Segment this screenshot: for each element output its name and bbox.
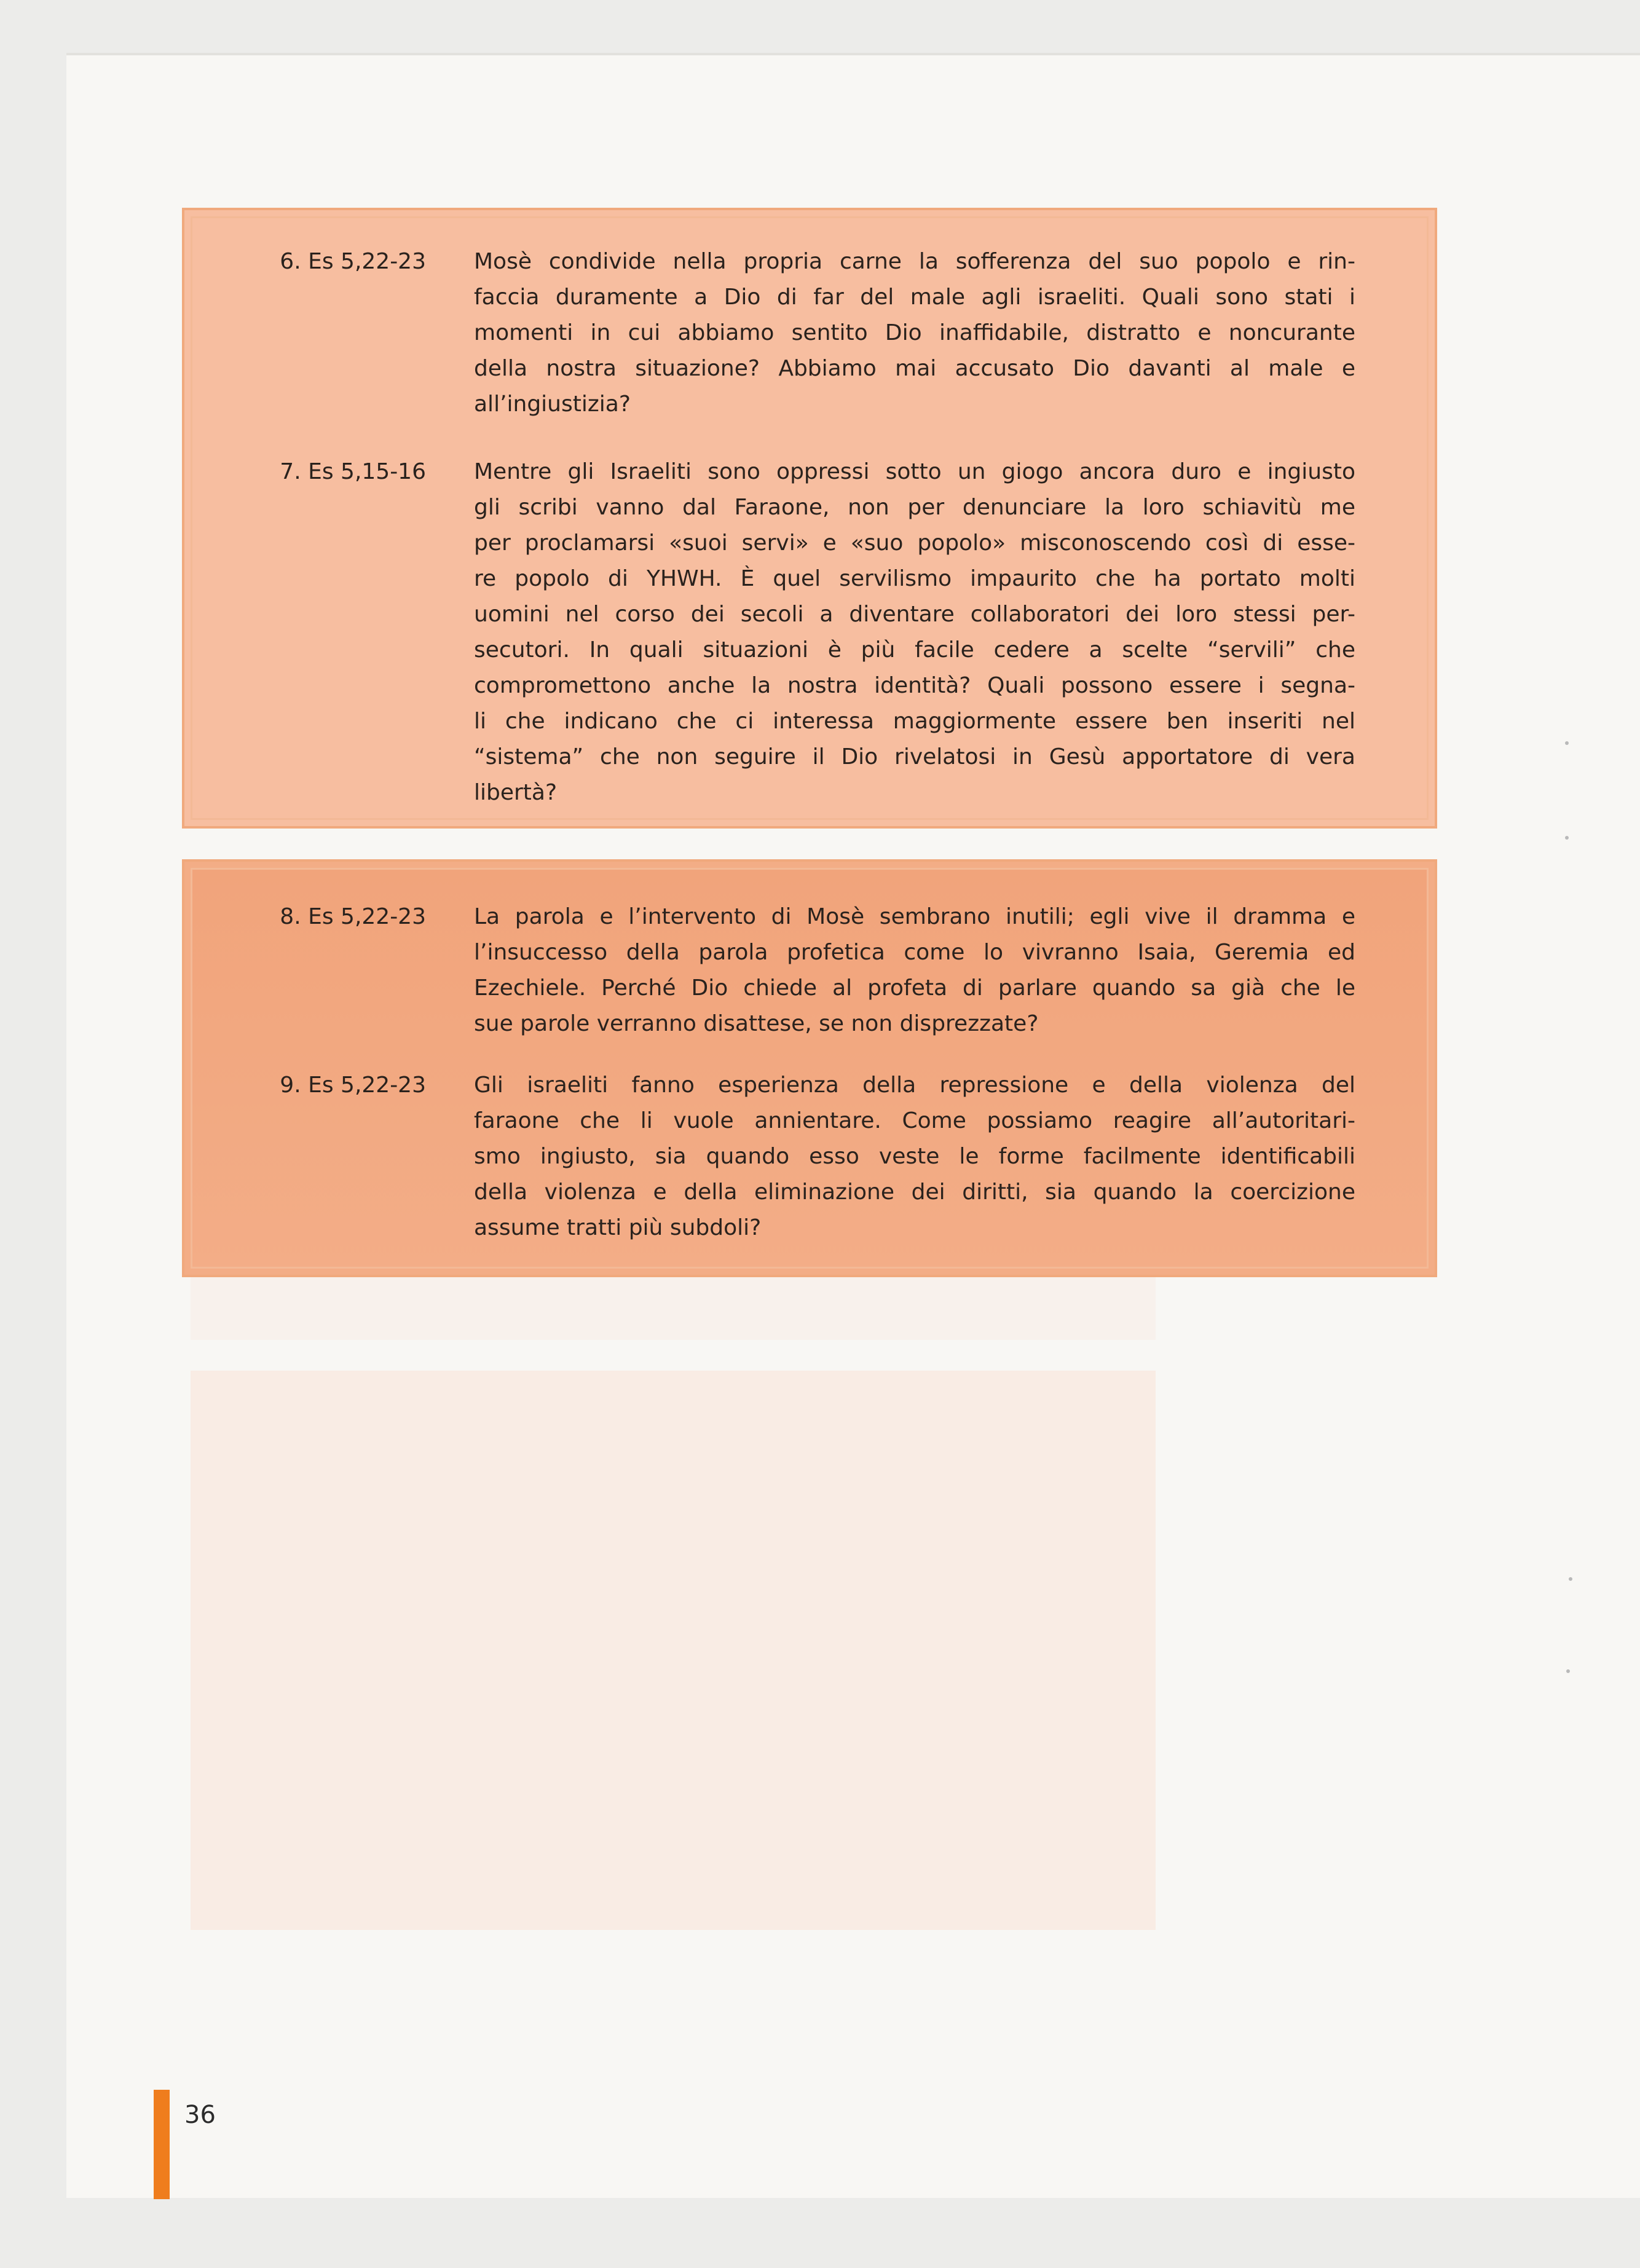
entry-reference: 7. Es 5,15-16 bbox=[280, 459, 426, 484]
speck bbox=[1565, 741, 1569, 745]
show-through-area bbox=[191, 1266, 1156, 1340]
page-number-bar bbox=[154, 2090, 170, 2199]
speck bbox=[1565, 836, 1569, 840]
page-number: 36 bbox=[184, 2101, 216, 2129]
entry-reference: 9. Es 5,22-23 bbox=[280, 1073, 426, 1098]
page-edge bbox=[66, 53, 1640, 55]
question-panel-1 bbox=[182, 208, 1437, 829]
entry-text: Mosè condivide nella propria carne la sofferenza del suo popolo e rin- faccia duramente a Dio di far del male agli israeliti. Quali sono stati i momenti in cui abbiamo sentito Dio inaffidabile, distratto e noncurante della nostra situazione? Abbiamo mai accusato Dio davanti al male e all’ingiustizia? bbox=[474, 249, 1355, 417]
question-panel-1-frame bbox=[191, 216, 1429, 820]
entry-text: La parola e l’intervento di Mosè sembrano inutili; egli vive il dramma e l’insuccesso della parola profetica come lo vivranno Isaia, Geremia ed Ezechiele. Perché Dio chiede al profeta di parlare quando sa già che le sue parole verranno disattese, se non disprezzate? bbox=[474, 904, 1355, 1036]
entry-text: Mentre gli Israeliti sono oppressi sotto un giogo ancora duro e ingiusto gli scribi vanno dal Faraone, non per denunciare la loro schiavitù me per proclamarsi «suoi servi» e «suo popolo» misconoscendo così di esse- re popolo di YHWH. È quel servilismo impaurito che ha portato molti uomini nel corso dei secoli a diventare collaboratori dei loro stessi per- secutori. In quali situazioni è più facile cedere a scelte “servili” che compromettono anche la nostra identità? Quali possono essere i segna- li che indicano che ci interessa maggiormente essere ben inseriti nel “sistema” che non seguire il Dio rivelatosi in Gesù apportatore di vera libertà? bbox=[474, 459, 1355, 805]
entry-reference: 8. Es 5,22-23 bbox=[280, 904, 426, 929]
show-through-box bbox=[191, 1371, 1156, 1930]
speck bbox=[1566, 1669, 1570, 1673]
entry-text: Gli israeliti fanno esperienza della repressione e della violenza del faraone che li vuole annientare. Come possiamo reagire all’autoritari- smo ingiusto, sia quando esso veste le forme facilmente identificabili della violenza e della eliminazione dei diritti, sia quando la coercizione assume tratti più subdoli? bbox=[474, 1073, 1355, 1240]
speck bbox=[1569, 1577, 1572, 1581]
question-panel-2 bbox=[182, 859, 1437, 1277]
entry-reference: 6. Es 5,22-23 bbox=[280, 249, 426, 274]
question-panel-2-frame bbox=[191, 868, 1429, 1269]
